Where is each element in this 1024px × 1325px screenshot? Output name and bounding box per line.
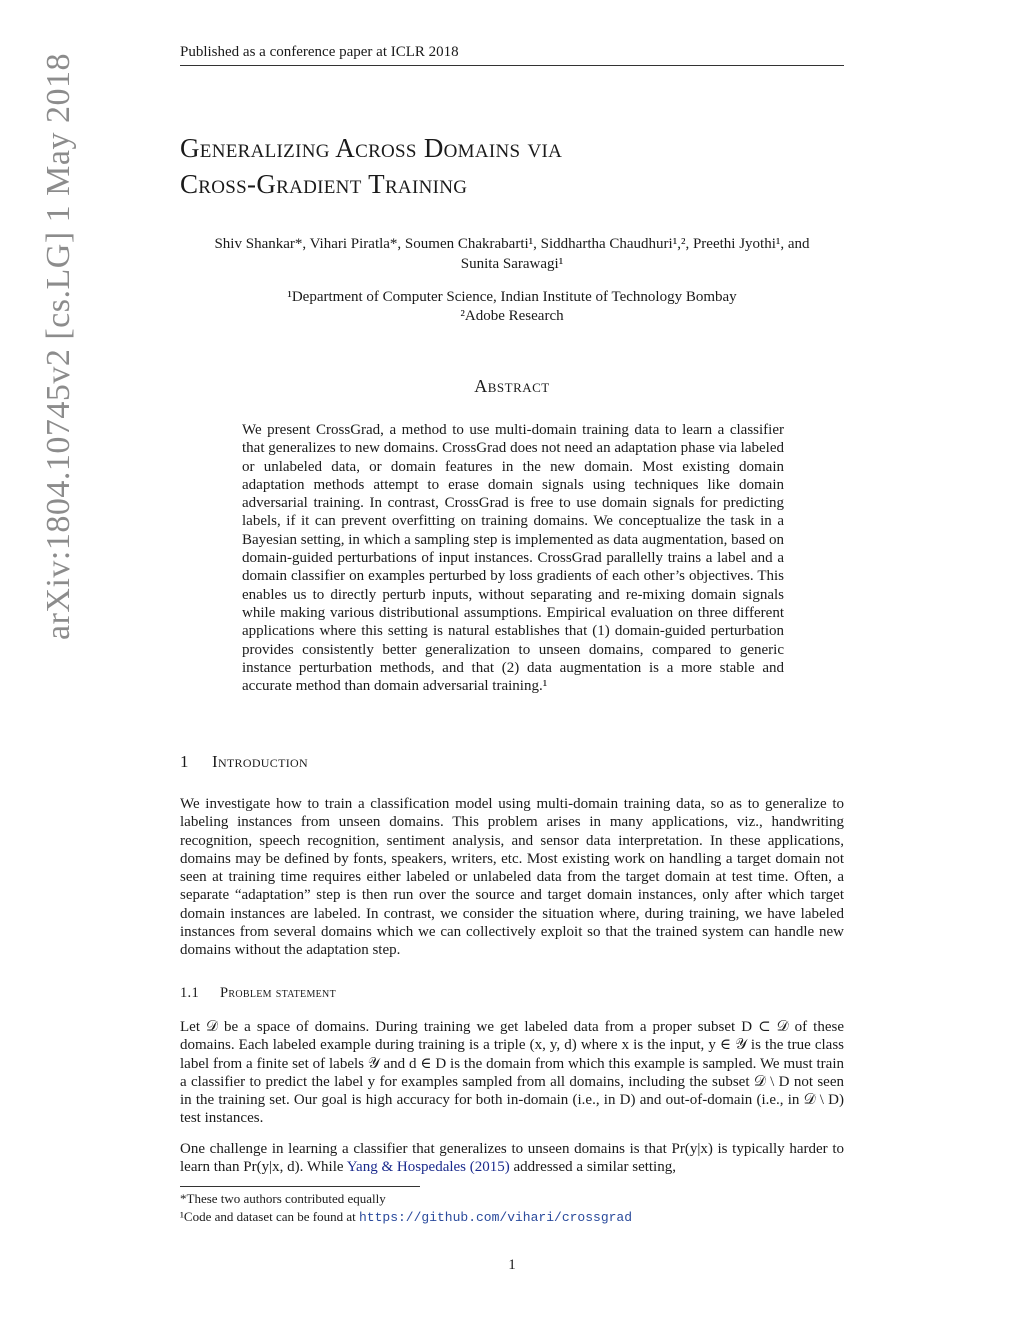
affiliation-2: ²Adobe Research [460,308,564,324]
abstract-heading: Abstract [474,376,550,396]
code-url-link[interactable]: https://github.com/vihari/crossgrad [358,1210,633,1225]
affiliation-1: ¹Department of Computer Science, Indian Institute of Technology Bombay [287,289,737,305]
title-line-1: Generalizing Across Domains via [180,133,563,163]
footnote-code-text: ¹Code and dataset can be found at [180,1209,359,1224]
subsection-number: 1.1 [180,985,200,1001]
authors-line-2: Sunita Sarawagi¹ [460,256,564,272]
abstract-text: We present CrossGrad, a method to use multi-domain training data to learn a classifier that generalizes to new domains. CrossGrad does not need an adaptation phase via labeled or unlabeled data, or domain features in the new domain. Most existing domain adaptation methods attempt to erase domain signals using techniques like domain adversarial training. In contrast, CrossGrad is free to use domain signals for predicting labels, if it can prevent overfitting on training domains. We conceptualize the task in a Bayesian setting, in which a sampling step is implemented as data augmentation, based on domain-guided perturbations of input instances. CrossGrad parallelly trains a label and a domain classifier on examples perturbed by loss gradients of each other’s objectives. This enables us to directly perturb inputs, without separating and re-mixing domain signals while making various distributional assumptions. Empirical evaluation on three different applications where this setting is natural establishes that (1) domain-guided perturbation provides consistently better generalization to unseen domains, compared to generic instance perturbation methods, and that (2) data augmentation is a more stable and accurate method than domain adversarial training.¹ [242,422,784,695]
challenge-text-start: One challenge in learning a classifier that generalizes to unseen domains is that Pr(y|x) is typically harder to learn than Pr(y|x, d). While [180,1141,844,1176]
subsection-title: Problem statement [220,985,336,1001]
author-list [180,234,844,274]
intro-paragraph: We investigate how to train a classification model using multi-domain training data, so as to generalize to labeling instances from unseen domains. This problem arises in many applications, viz., handwriting recognition, speech recognition, sentiment analysis, and sensor data interpretation. In these applications, domains may be defined by fonts, speakers, writers, etc. Most existing work on handling a target domain not seen at training time requires either labeled or unlabeled data from the target domain at test time. Often, a separate “adaptation” step is then run over the source and target domain instances, only after which target domain instances are labeled. In contrast, we consider the situation where, during training, we have labeled instances from several domains which we can collectively exploit so that the trained system can handle new domains without the adaptation step. [180,796,844,959]
problem-paragraph: Let 𝒟 be a space of domains. During training we get labeled data from a proper subset D ⊂ 𝒟 of these domains. Each labeled example during training is a triple (x, y, d) where x is the input, y ∈ 𝒴 is the true class label from a finite set of labels 𝒴 and d ∈ D is the domain from which this example is sampled. We must train a classifier to predict the label y for examples sampled from all domains, including the subset 𝒟 \ D not seen in the training set. Our goal is high accuracy for both in-domain (i.e., in D) and out-of-domain (i.e., in 𝒟 \ D) test instances. [180,1019,844,1127]
title-line-2: Cross-Gradient Training [180,169,468,199]
arxiv-stamp: arXiv:1804.10745v2 [cs.LG] 1 May 2018 [40,53,77,640]
running-header: Published as a conference paper at ICLR 2018 [180,44,459,60]
section-heading-introduction [180,752,308,772]
authors-line-1: Shiv Shankar*, Vihari Piratla*, Soumen Chakrabarti¹, Siddhartha Chaudhuri¹,², Preethi Jyothi¹, and [214,236,810,252]
section-title: Introduction [212,752,308,771]
paper-title [180,130,844,202]
challenge-text-end: addressed a similar setting, [509,1159,676,1176]
challenge-paragraph [180,1140,844,1177]
section-number: 1 [180,752,189,771]
footnote-rule [180,1186,420,1187]
affiliations [180,288,844,326]
header-rule [180,65,844,66]
footnote-equal-contribution: *These two authors contributed equally [180,1191,386,1206]
subsection-heading-problem-statement [180,985,336,1002]
page-number: 1 [508,1257,516,1273]
citation-link[interactable]: Yang & Hospedales (2015) [346,1159,510,1176]
footnote-code [180,1209,632,1226]
